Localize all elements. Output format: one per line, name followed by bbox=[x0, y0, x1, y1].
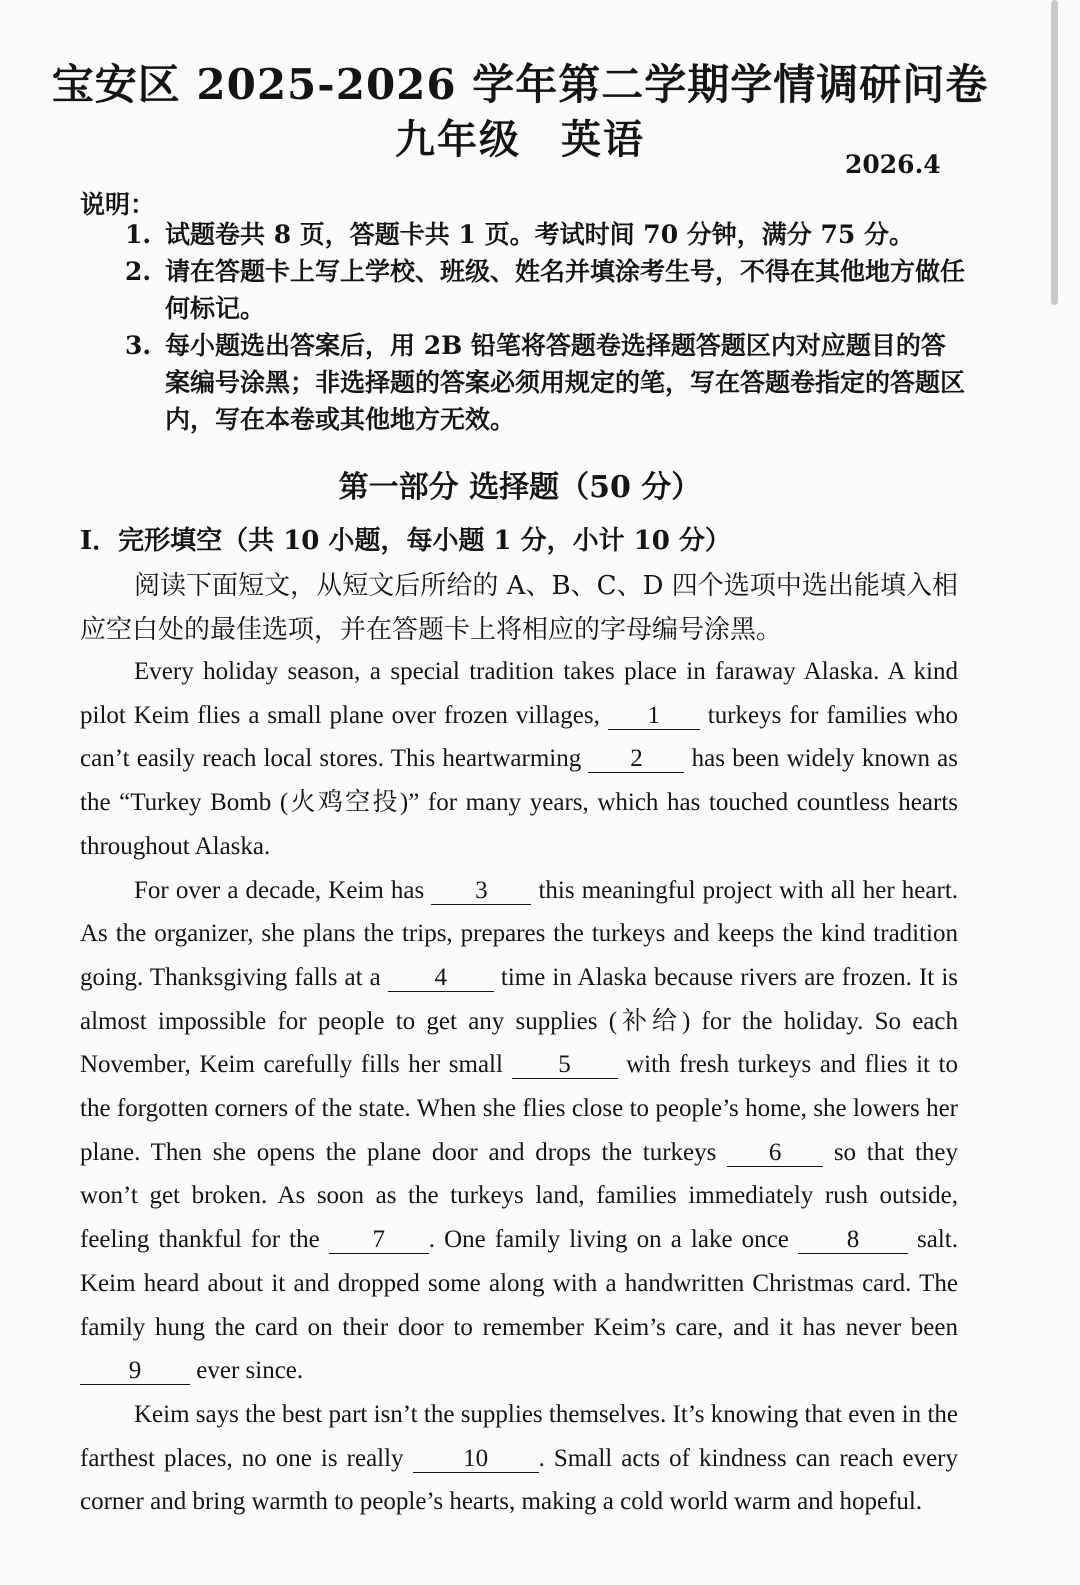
passage-paragraph bbox=[80, 869, 958, 1393]
passage-text: . One family living on a lake once bbox=[428, 1226, 789, 1254]
note-number: 2. bbox=[125, 257, 152, 286]
note-text: 请在答题卡上写上学校、班级、姓名并填涂考生号，不得在其他地方做任何标记。 bbox=[165, 257, 966, 323]
note-text: 每小题选出答案后，用 2B 铅笔将答题卷选择题答题区内对应题目的答案编号涂黑；非选择题的答案必须用规定的笔，写在答题卷指定的答题区内，写在本卷或其他地方无效。 bbox=[165, 331, 966, 434]
cloze-passage bbox=[80, 650, 958, 1524]
passage-text: time in Alaska because rivers are frozen. It is almost impossible for people to get any supplies (补给) for the holiday. So each November, Keim carefully fills her small bbox=[80, 963, 958, 1079]
notes-list bbox=[125, 216, 965, 438]
note-text: 试题卷共 8 页，答题卡共 1 页。考试时间 70 分钟，满分 75 分。 bbox=[165, 220, 915, 249]
section-instructions: 阅读下面短文，从短文后所给的 A、B、C、D 四个选项中选出能填入相应空白处的最佳选项，并在答题卡上将相应的字母编号涂黑。 bbox=[80, 571, 958, 645]
passage-text: Every holiday season, a special tradition takes place in faraway Alaska. A kind pilot Keim flies a small plane over frozen villages, bbox=[80, 658, 958, 729]
passage-text: . Small acts of kindness can reach every corner and bring warmth to people’s hearts, making a cold world warm and hopeful. bbox=[80, 1444, 958, 1516]
passage-paragraph bbox=[80, 1393, 958, 1524]
blank-3: 3 bbox=[431, 878, 531, 905]
exam-title: 宝安区 2025-2026 学年第二学期学情调研问卷 bbox=[51, 60, 989, 109]
passage-text: Keim says the best part isn’t the supplies themselves. It’s knowing that even in the farthest places, no one is really bbox=[80, 1400, 958, 1472]
passage-text: this meaningful project with all her heart. As the organizer, she plans the trips, prepares the turkeys and keeps the kind tradition going. Thanksgiving falls at a bbox=[80, 876, 959, 991]
passage-text: so that they won’t get broken. As soon as the turkeys land, families immediately rush outside, feeling thankful for the bbox=[80, 1138, 959, 1254]
blank-4: 4 bbox=[388, 965, 494, 992]
passage-paragraph bbox=[80, 650, 958, 869]
passage-text: ever since. bbox=[196, 1357, 304, 1385]
exam-date: 2026.4 bbox=[845, 150, 941, 179]
note-number: 1. bbox=[125, 220, 152, 249]
note-item bbox=[125, 327, 965, 438]
section-heading: I．完形填空（共 10 小题，每小题 1 分，小计 10 分） bbox=[80, 526, 731, 556]
blank-6: 6 bbox=[727, 1140, 823, 1167]
blank-7: 7 bbox=[329, 1227, 429, 1254]
note-item bbox=[125, 253, 965, 327]
note-number: 3. bbox=[125, 331, 152, 360]
blank-8: 8 bbox=[798, 1227, 908, 1254]
blank-9: 9 bbox=[80, 1358, 190, 1385]
passage-text: with fresh turkeys and flies it to the forgotten corners of the state. When she flies close to people’s home, she lowers her plane. Then she opens the plane door and drops the turkeys bbox=[80, 1051, 959, 1166]
passage-text: salt. Keim heard about it and dropped some along with a handwritten Christmas card. The family hung the card on their door to remember Keim’s care, and it has never been bbox=[80, 1226, 958, 1341]
subject-label: 英语 bbox=[561, 116, 645, 163]
grade-label: 九年级 bbox=[395, 116, 521, 163]
scrollbar[interactable] bbox=[1051, 0, 1058, 305]
blank-2: 2 bbox=[588, 746, 684, 773]
passage-text: turkeys for families who can’t easily reach local stores. This heartwarming bbox=[80, 701, 958, 773]
notes-heading: 说明： bbox=[80, 190, 156, 219]
blank-1: 1 bbox=[608, 703, 700, 730]
passage-text: For over a decade, Keim has bbox=[134, 876, 425, 904]
note-item bbox=[125, 216, 965, 253]
part-heading: 第一部分 选择题（50 分） bbox=[338, 470, 702, 505]
blank-5: 5 bbox=[512, 1052, 618, 1079]
blank-10: 10 bbox=[413, 1446, 539, 1473]
passage-text: has been widely known as the “Turkey Bomb (火鸡空投)” for many years, which has touched countless hearts throughout Alaska. bbox=[80, 745, 958, 860]
